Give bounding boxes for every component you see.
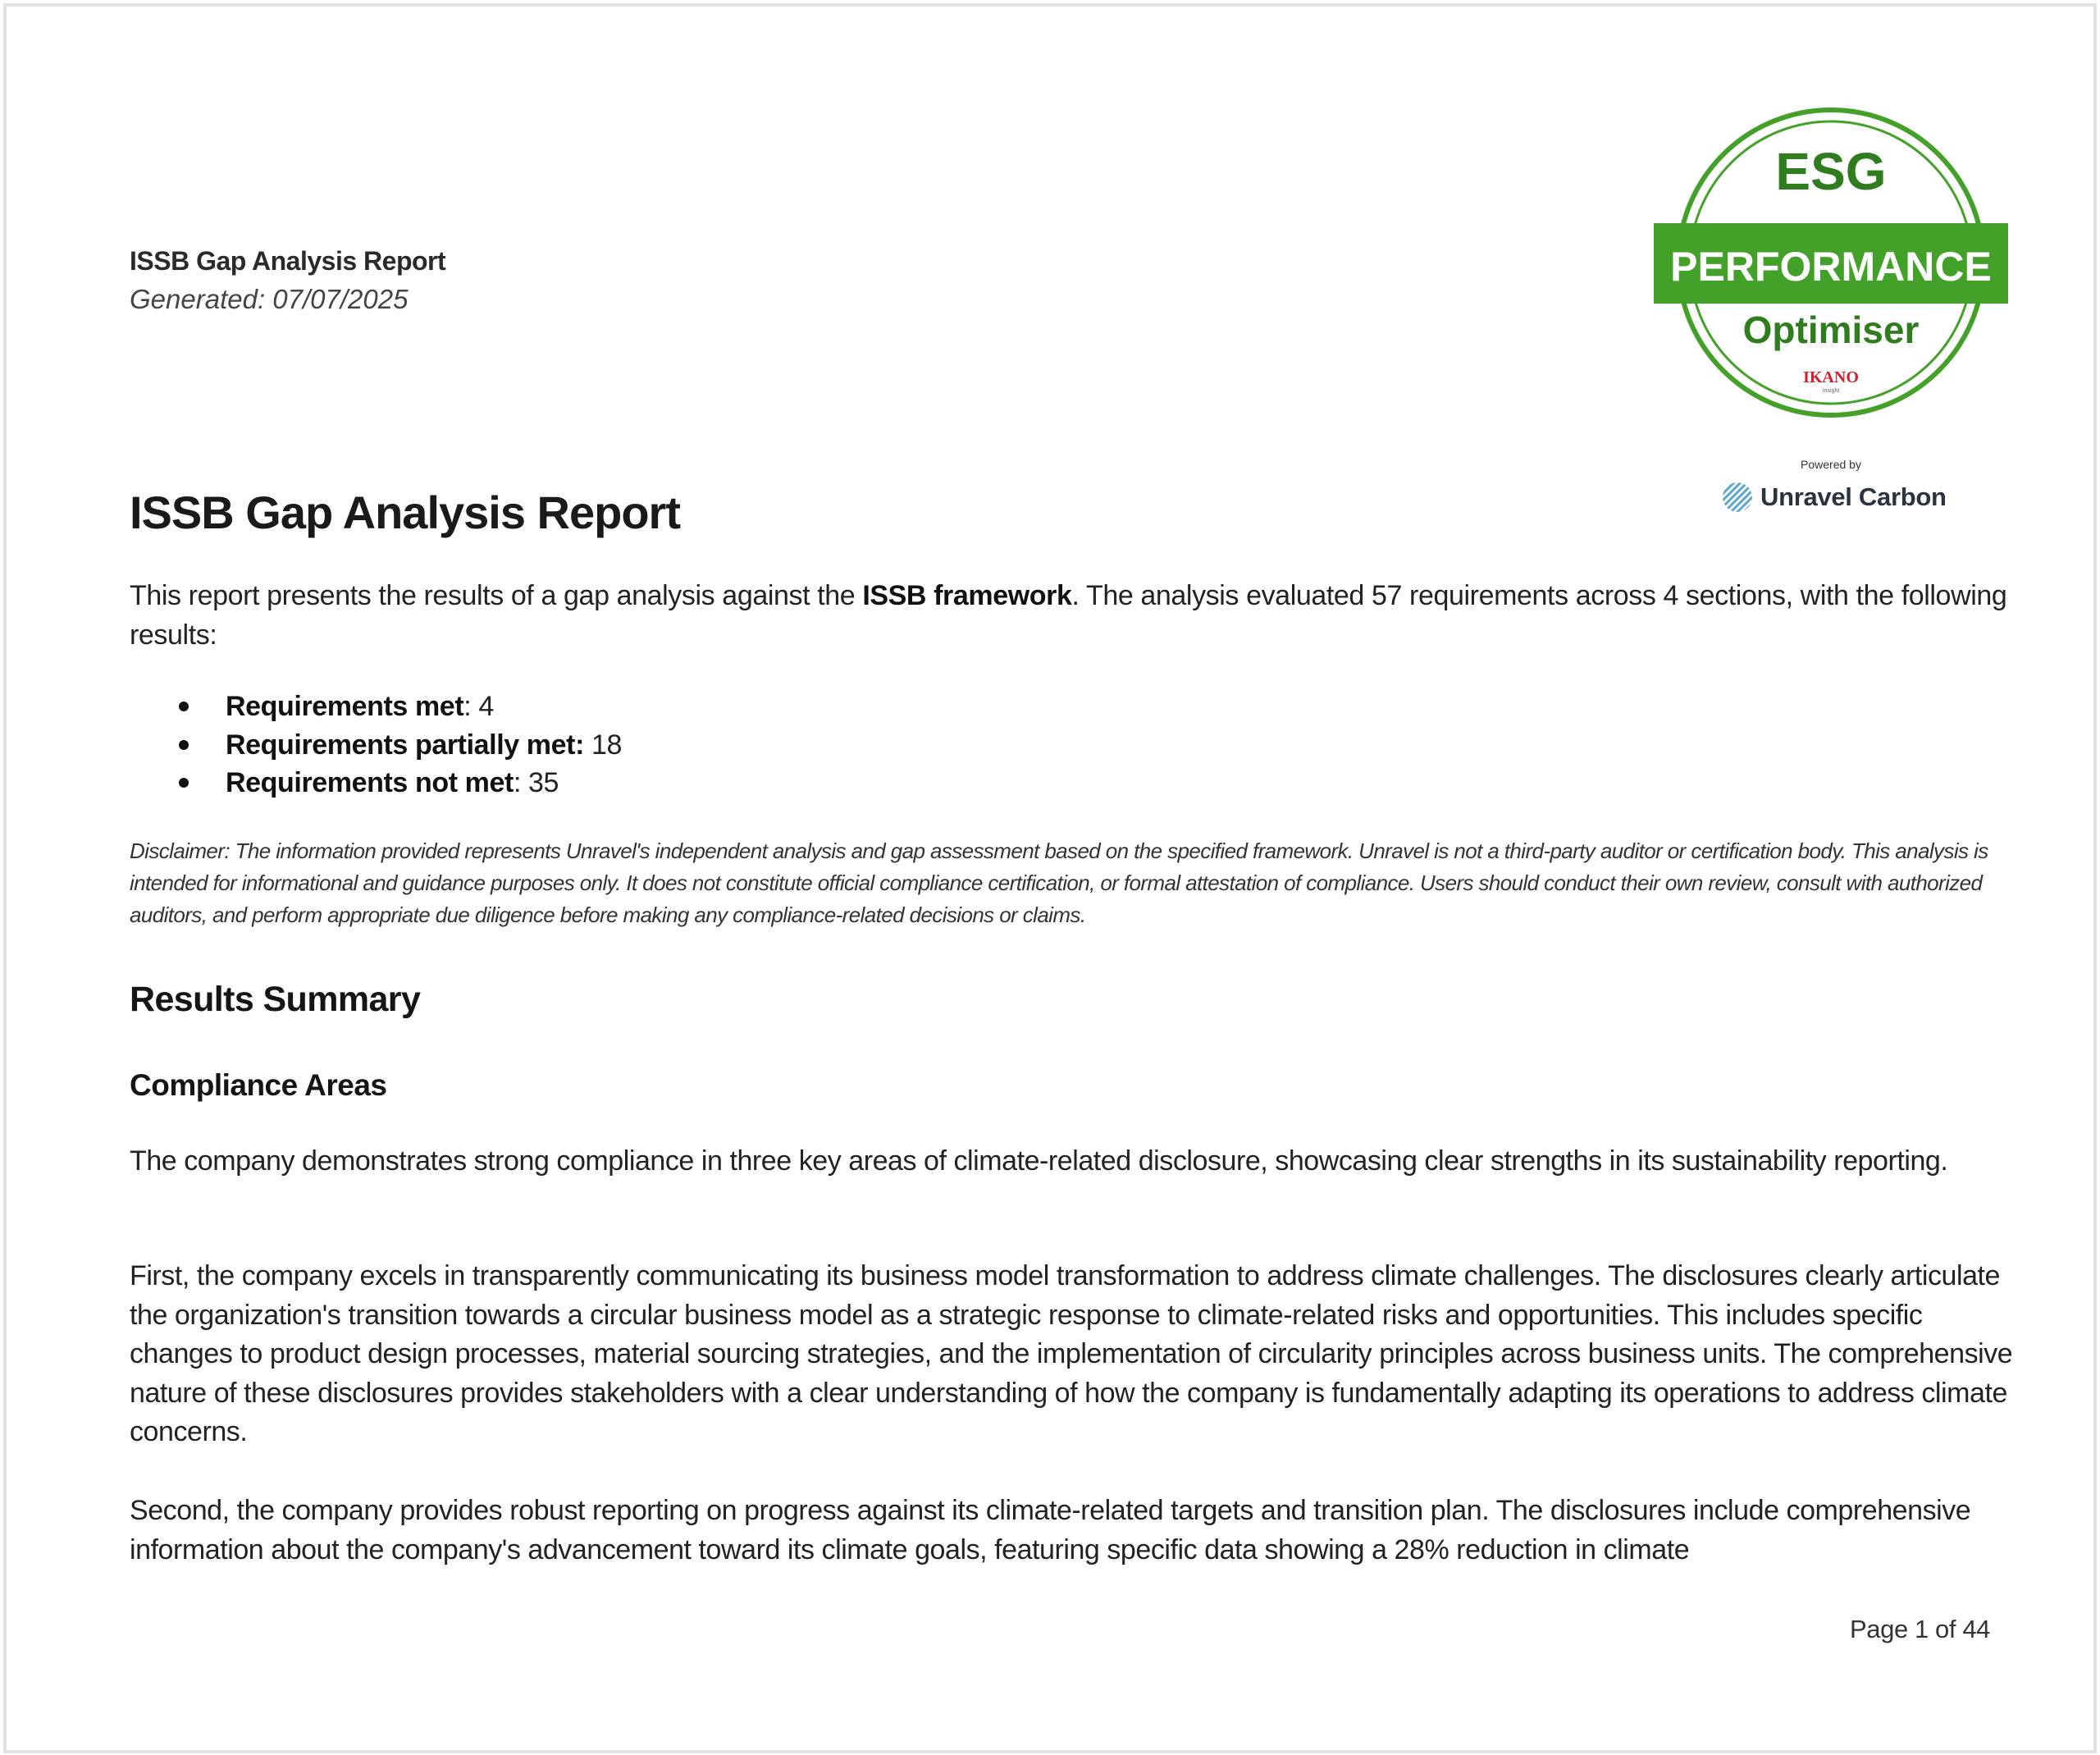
result-value: 35 — [528, 767, 559, 798]
result-value: 4 — [478, 691, 494, 722]
intro-text-1: This report presents the results of a gap analysis against the — [130, 580, 863, 611]
page-title: ISSB Gap Analysis Report — [130, 487, 680, 538]
results-list — [130, 688, 622, 802]
unravel-carbon-icon — [1721, 481, 1754, 514]
header-generated-date: Generated: 07/07/2025 — [130, 284, 409, 314]
body-paragraph-1: The company demonstrates strong compliance in three key areas of climate-related disclosure, showcasing clear strengths in its sustainability reporting. — [130, 1145, 1948, 1177]
badge-insight-text: Insight — [1822, 388, 1840, 394]
compliance-areas-heading: Compliance Areas — [130, 1068, 387, 1102]
intro-text-2: . The analysis evaluated 57 requirements across 4 sections, with the following results: — [130, 580, 2007, 651]
document-page — [3, 3, 2097, 1753]
badge-performance-text: PERFORMANCE — [1670, 244, 1992, 290]
intro-paragraph — [130, 576, 2008, 655]
powered-by-label: Powered by — [1801, 458, 1861, 471]
list-item — [130, 726, 622, 765]
badge-optimiser-text: Optimiser — [1742, 308, 1920, 351]
esg-performance-badge-logo — [1654, 103, 2008, 423]
result-label: Requirements partially met: — [226, 729, 584, 761]
result-value: 18 — [591, 729, 623, 761]
result-label: Requirements met — [226, 691, 464, 722]
bullet-icon — [179, 702, 189, 711]
intro-framework-bold: ISSB framework — [862, 580, 1072, 611]
result-separator: : — [463, 691, 479, 722]
badge-esg-text: ESG — [1775, 142, 1887, 201]
result-separator — [584, 729, 591, 761]
bullet-icon — [179, 740, 189, 750]
body-paragraph-2: First, the company excels in transparently communicating its business model transformation to address climate challenges. The disclosures clearly articulate the organization's transition towards a circular business model as a strategic response to climate-related risks and opportunities. This includes specific changes to product design processes, material sourcing strategies, and the implementation of circularity principles across business units. The comprehensive nature of these disclosures provides stakeholders with a clear understanding of how the company is fundamentally adapting its operations to address climate concerns. — [130, 1260, 2013, 1447]
result-separator: : — [513, 767, 529, 798]
body-paragraph-3: Second, the company provides robust reporting on progress against its climate-related targets and transition plan. The disclosures include comprehensive information about the company's advancement toward its climate goals, featuring specific data showing a 28% reduction in climate — [130, 1495, 1971, 1565]
list-item — [130, 688, 622, 726]
results-summary-heading: Results Summary — [130, 980, 421, 1019]
bullet-icon — [179, 778, 189, 788]
badge-ikano-text: IKANO — [1803, 368, 1859, 386]
unravel-carbon-name: Unravel Carbon — [1760, 482, 1947, 511]
page-number: Page 1 of 44 — [1849, 1615, 1990, 1643]
result-label: Requirements not met — [226, 767, 514, 798]
list-item — [130, 764, 622, 802]
disclaimer-text: Disclaimer: The information provided represents Unravel's independent analysis and gap assessment based on the specified framework. Unravel is not a third-party auditor or certification body. This analysis is intended for informational and guidance purposes only. It does not constitute official compliance certification, or formal attestation of compliance. Users should conduct their own review, consult with authorized auditors, and perform appropriate due diligence before making any compliance-related decisions or claims. — [130, 839, 1988, 927]
header-report-title: ISSB Gap Analysis Report — [130, 246, 446, 276]
